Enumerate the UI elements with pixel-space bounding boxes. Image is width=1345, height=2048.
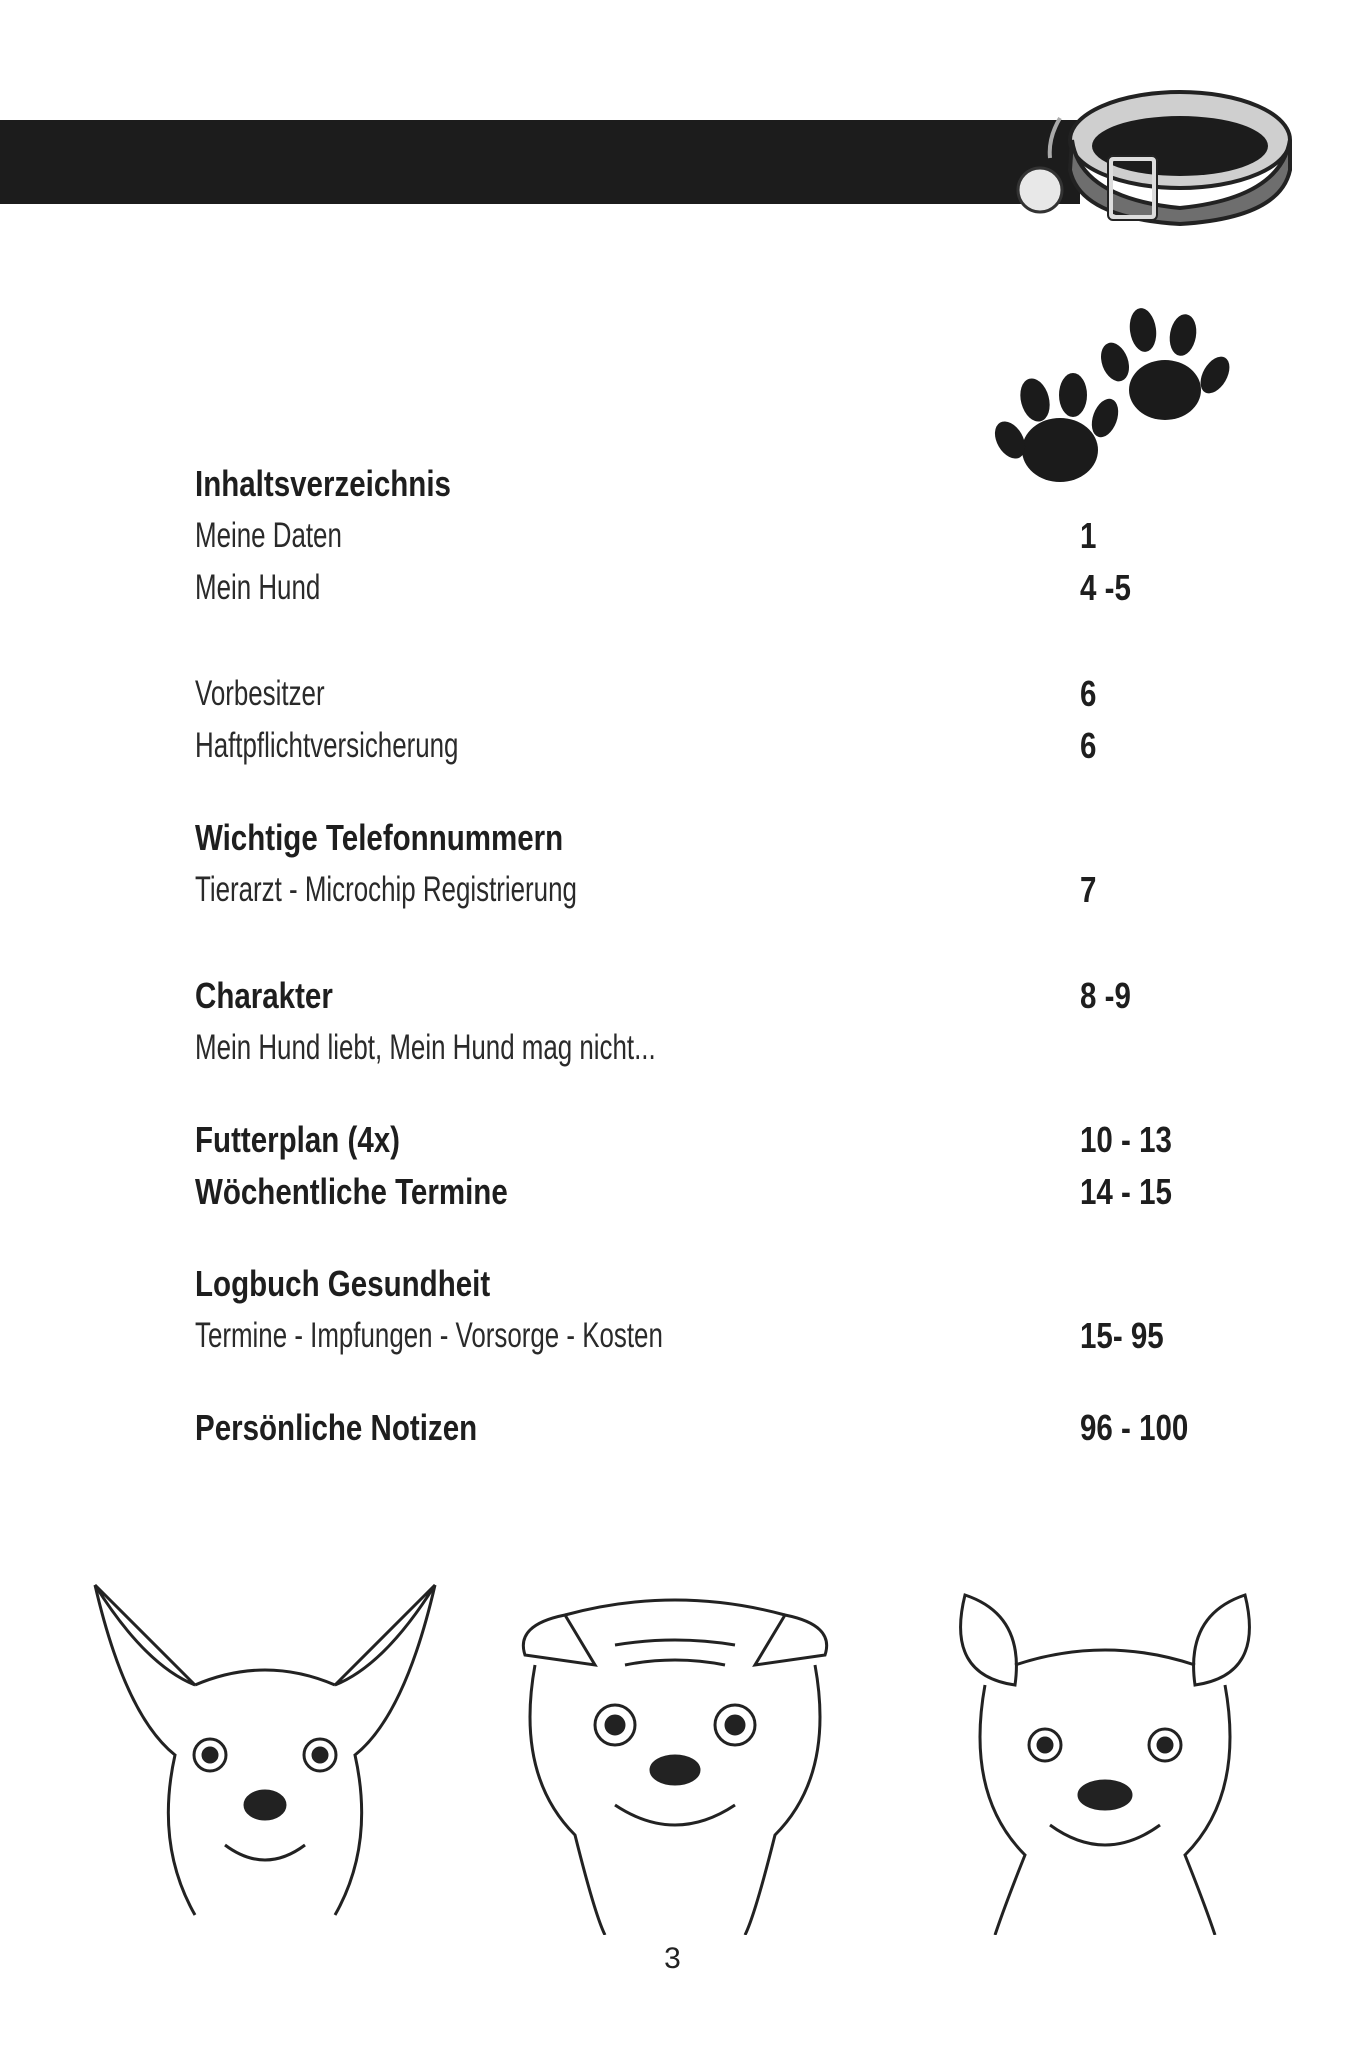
toc-section-heading[interactable]: [195, 970, 1215, 1022]
header-bar: [0, 120, 1080, 204]
toc-entry-page: 8 -9: [1080, 975, 1131, 1016]
toc-entry-label: Meine Daten: [195, 516, 342, 555]
toc-entry[interactable]: [195, 1310, 1215, 1362]
toc-entry-page: 96 - 100: [1080, 1407, 1189, 1448]
toc-entry-page: 6: [1080, 725, 1097, 766]
toc-entry-label: Mein Hund: [195, 568, 321, 607]
toc-entry[interactable]: [195, 864, 1215, 916]
toc-entry-label: Wichtige Telefonnummern: [195, 817, 564, 858]
toc-title-row: [195, 458, 1215, 510]
toc-section-heading[interactable]: [195, 1402, 1215, 1454]
toc-entry[interactable]: [195, 1022, 1215, 1074]
toc-entry-label: Futterplan (4x): [195, 1119, 401, 1160]
toc-entry[interactable]: [195, 510, 1215, 562]
toc-entry-label: Termine - Impfungen - Vorsorge - Kosten: [195, 1316, 663, 1355]
toc-entry-label: Haftpflichtversicherung: [195, 726, 459, 765]
toc-section-heading[interactable]: [195, 1166, 1215, 1218]
collar-icon: [990, 78, 1300, 228]
table-of-contents: [195, 458, 1215, 1454]
toc-section-heading[interactable]: [195, 812, 1215, 864]
toc-entry[interactable]: [195, 720, 1215, 772]
toc-title: Inhaltsverzeichnis: [195, 463, 451, 504]
toc-entry-label: Wöchentliche Termine: [195, 1171, 508, 1212]
toc-entry-page: 4 -5: [1080, 567, 1131, 608]
toc-entry-label: Persönliche Notizen: [195, 1407, 478, 1448]
chihuahua-illustration: [85, 1575, 445, 1935]
toc-entry-page: 1: [1080, 515, 1097, 556]
toc-entry-label: Logbuch Gesundheit: [195, 1263, 491, 1304]
toc-entry-label: Mein Hund liebt, Mein Hund mag nicht...: [195, 1028, 656, 1067]
toc-section-heading[interactable]: [195, 1258, 1215, 1310]
toc-entry-page: 10 - 13: [1080, 1119, 1172, 1160]
toc-entry-label: Vorbesitzer: [195, 674, 325, 713]
pug-illustration: [505, 1575, 845, 1935]
toc-entry-label: Charakter: [195, 975, 333, 1016]
paw-print-right: [1096, 306, 1235, 420]
toc-entry-page: 14 - 15: [1080, 1171, 1172, 1212]
toc-entry-page: 7: [1080, 869, 1097, 910]
toc-entry[interactable]: [195, 562, 1215, 614]
toc-entry[interactable]: [195, 668, 1215, 720]
french-bulldog-illustration: [945, 1575, 1265, 1935]
toc-entry-page: 15- 95: [1080, 1315, 1164, 1356]
toc-entry-label: Tierarzt - Microchip Registrierung: [195, 870, 577, 909]
toc-section-heading[interactable]: [195, 1114, 1215, 1166]
toc-entry-page: 6: [1080, 673, 1097, 714]
dog-illustrations: [85, 1575, 1265, 1935]
page-number: 3: [664, 1942, 681, 1975]
